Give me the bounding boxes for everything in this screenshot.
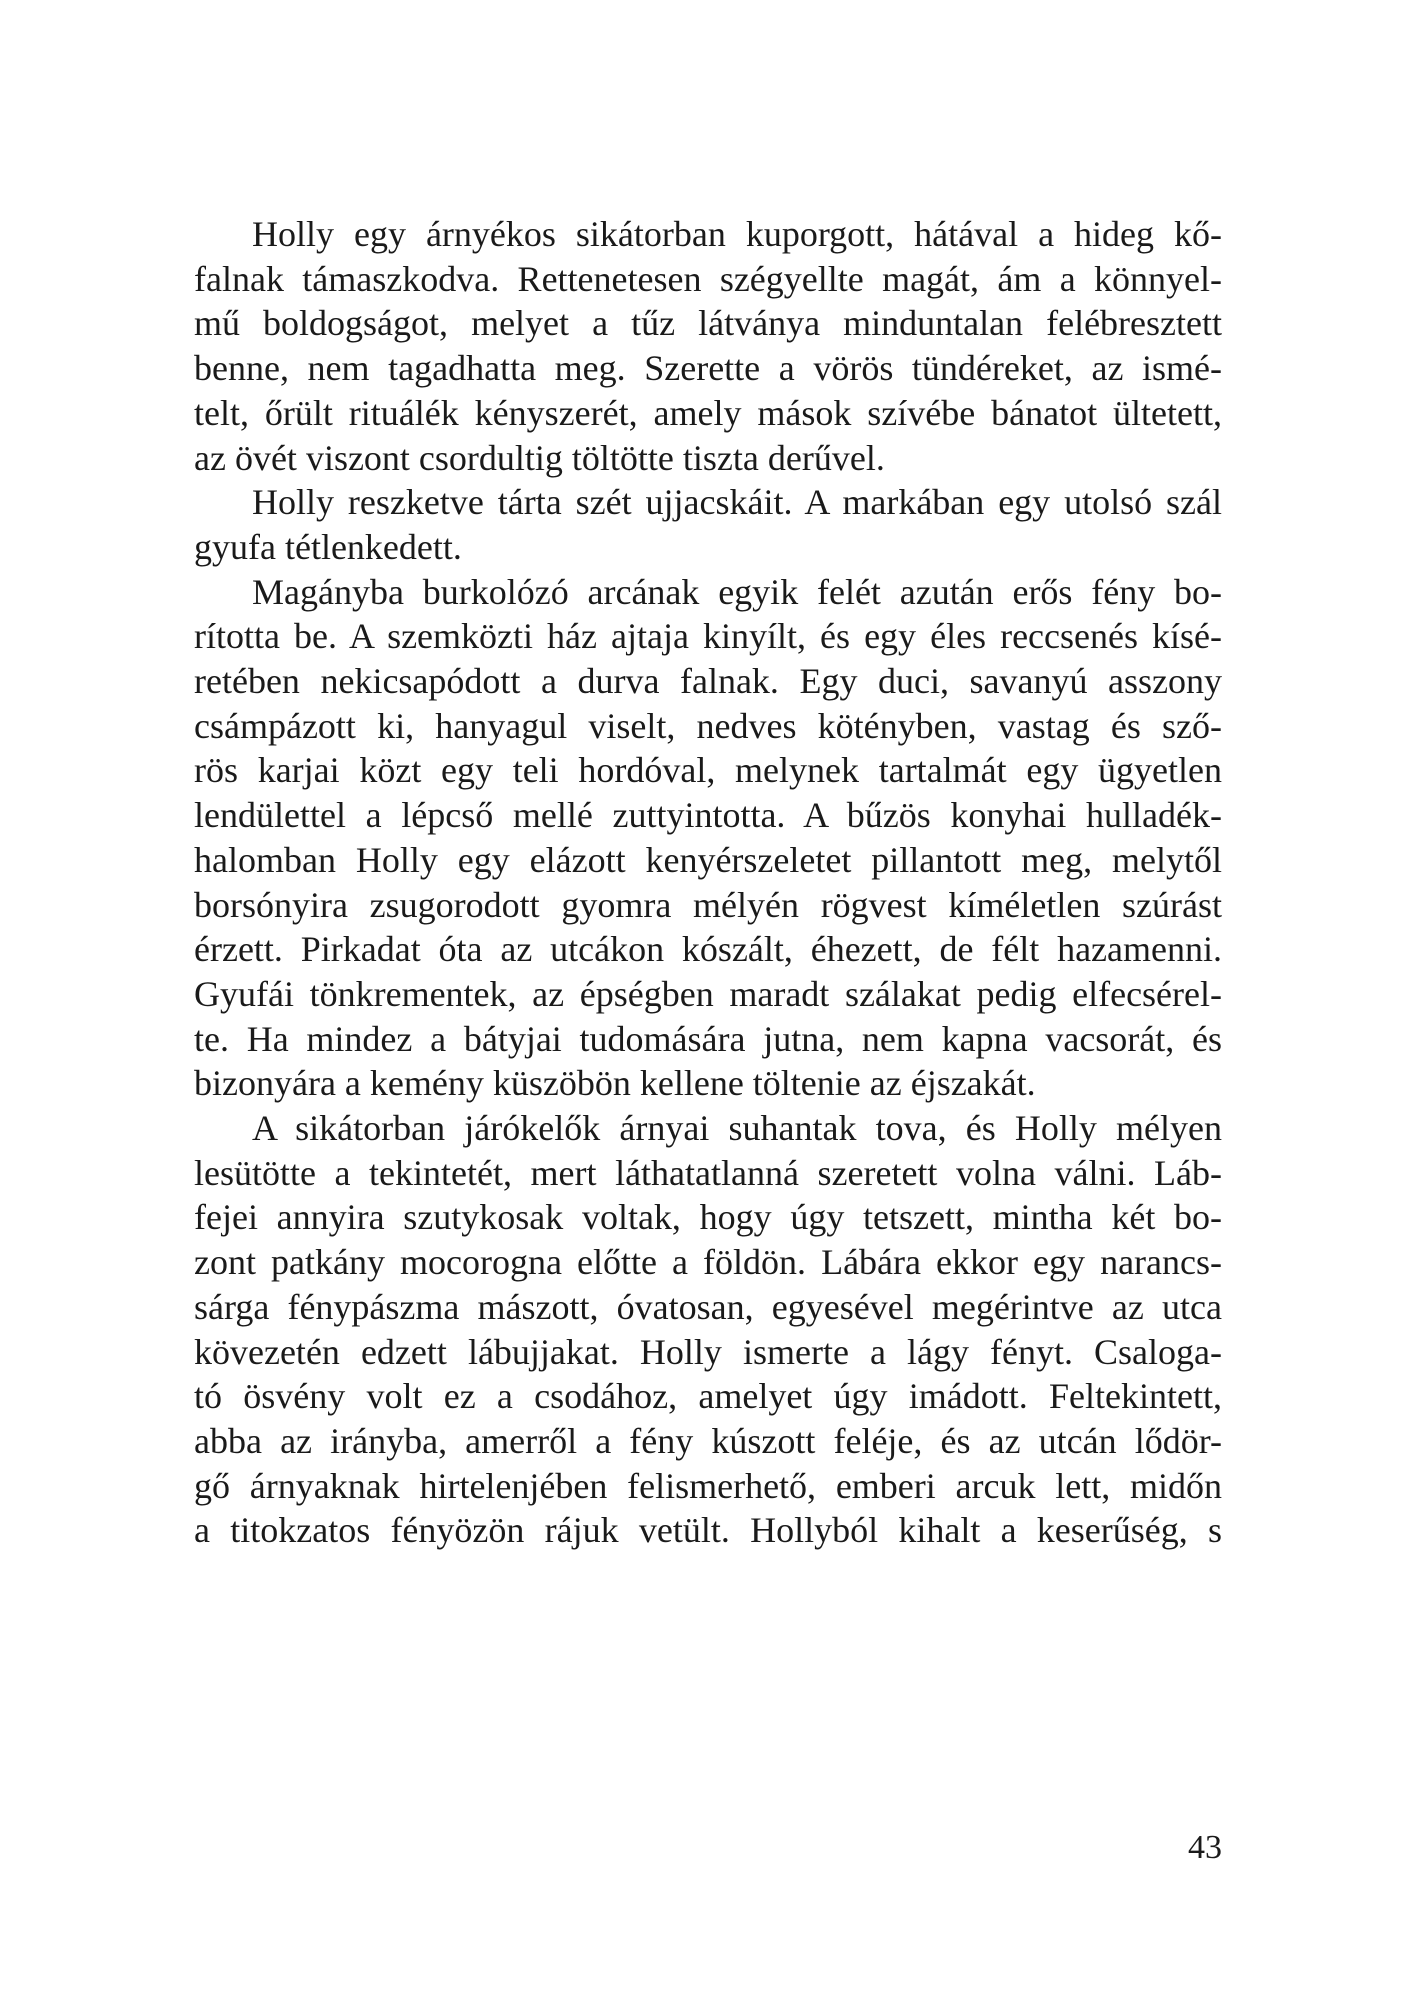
- text-line: mű boldogságot, melyet a tűz látványa minduntalan felébresztett: [194, 303, 1222, 344]
- text-line: lendülettel a lépcső mellé zuttyintotta. A bűzös konyhai hulladék-: [194, 795, 1222, 836]
- text-line: A sikátorban járókelők árnyai suhantak tova, és Holly mélyen: [252, 1108, 1222, 1149]
- text-line: érzett. Pirkadat óta az utcákon kószált, éhezett, de félt hazamenni.: [194, 929, 1222, 970]
- text-line: falnak támaszkodva. Rettenetesen szégyellte magát, ám a könnyel-: [194, 258, 1222, 299]
- text-line: abba az irányba, amerről a fény kúszott feléje, és az utcán lődör-: [194, 1420, 1222, 1461]
- text-line: benne, nem tagadhatta meg. Szerette a vörös tündéreket, az ismé-: [194, 348, 1222, 389]
- text-line: Magányba burkolózó arcának egyik felét azután erős fény bo-: [252, 571, 1222, 612]
- text-line: telt, őrült rituálék kényszerét, amely mások szívébe bánatot ültetett,: [194, 392, 1222, 433]
- paragraph-3: [194, 570, 1222, 1106]
- text-line: a titokzatos fényözön rájuk vetült. Hollyból kihalt a keserűség, s: [194, 1510, 1222, 1551]
- text-line: sárga fénypászma mászott, óvatosan, egyesével megérintve az utca: [194, 1286, 1222, 1327]
- text-line: halomban Holly egy elázott kenyérszeletet pillantott meg, melytől: [194, 839, 1222, 880]
- text-line: retében nekicsapódott a durva falnak. Egy duci, savanyú asszony: [194, 661, 1222, 702]
- text-line: te. Ha mindez a bátyjai tudomására jutna, nem kapna vacsorát, és: [194, 1018, 1222, 1059]
- text-line: rös karjai közt egy teli hordóval, melynek tartalmát egy ügyetlen: [194, 750, 1222, 791]
- page-number: 43: [1188, 1829, 1222, 1866]
- paragraph-1: [194, 212, 1222, 480]
- text-line: kövezetén edzett lábujjakat. Holly ismerte a lágy fényt. Csaloga-: [194, 1331, 1222, 1372]
- text-line: gyufa tétlenkedett.: [194, 526, 462, 567]
- text-line: tó ösvény volt ez a csodához, amelyet úgy imádott. Feltekintett,: [194, 1376, 1222, 1417]
- text-line: gő árnyaknak hirtelenjében felismerhető, emberi arcuk lett, midőn: [194, 1465, 1222, 1506]
- body-text: [194, 212, 1222, 1553]
- text-line: az övét viszont csordultig töltötte tiszta derűvel.: [194, 437, 885, 478]
- text-line: rította be. A szemközti ház ajtaja kinyílt, és egy éles reccsenés kísé-: [194, 616, 1222, 657]
- text-line: lesütötte a tekintetét, mert láthatatlanná szeretett volna válni. Láb-: [194, 1152, 1222, 1193]
- text-line: Holly egy árnyékos sikátorban kuporgott, hátával a hideg kő-: [252, 214, 1222, 254]
- text-line: Gyufái tönkrementek, az épségben maradt szálakat pedig elfecsérel-: [194, 973, 1222, 1014]
- text-line: fejei annyira szutykosak voltak, hogy úgy tetszett, mintha két bo-: [194, 1197, 1222, 1238]
- paragraph-4: [194, 1106, 1222, 1553]
- text-line: zont patkány mocorogna előtte a földön. Lábára ekkor egy narancs-: [194, 1242, 1222, 1283]
- text-line: bizonyára a kemény küszöbön kellene töltenie az éjszakát.: [194, 1063, 1036, 1104]
- text-line: Holly reszketve tárta szét ujjacskáit. A markában egy utolsó szál: [252, 482, 1222, 523]
- paragraph-2: [194, 480, 1222, 569]
- text-line: csámpázott ki, hanyagul viselt, nedves kötényben, vastag és sző-: [194, 705, 1222, 746]
- text-line: borsónyira zsugorodott gyomra mélyén rögvest kíméletlen szúrást: [194, 884, 1222, 925]
